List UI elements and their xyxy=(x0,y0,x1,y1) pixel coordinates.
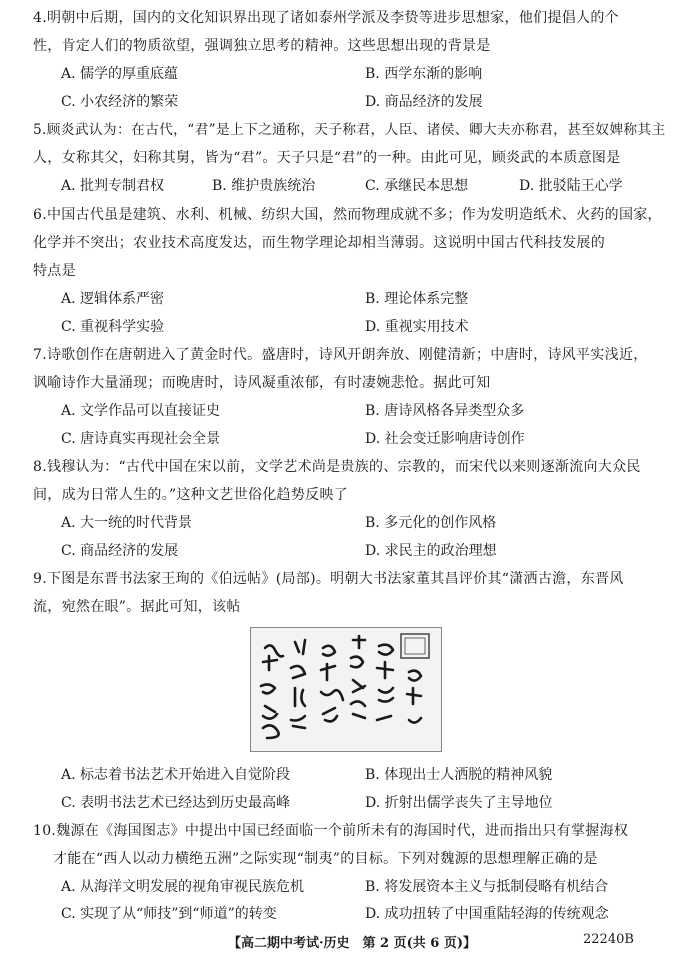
q8-stem-line-2: 间，成为日常人生的。”这种文艺世俗化趋势反映了 xyxy=(33,487,349,503)
q7-option-b: B. 唐诗风格各异类型众多 xyxy=(365,403,525,419)
q4-option-d: D. 商品经济的发展 xyxy=(365,94,483,110)
q6-stem-line-1: 6.中国古代虽是建筑、水利、机械、纺织大国，然而物理成就不多；作为发明造纸术、火药的国家， xyxy=(33,207,662,223)
q9-option-d: D. 折射出儒学丧失了主导地位 xyxy=(365,795,553,811)
page-footer-title: 【高二期中考试·历史 第 2 页(共 6 页)】 xyxy=(228,936,477,951)
q4-option-a: A. 儒学的厚重底蕴 xyxy=(61,66,179,82)
q10-stem-line-2: 才能在“西人以动力横绝五洲”之际实现“制夷”的目标。下列对魏源的思想理解正确的是 xyxy=(53,851,598,867)
q5-stem-line-1: 5.顾炎武认为：在古代，“君”是上下之通称，天子称君，人臣、诸侯、卿大夫亦称君，甚至奴婢称其主 xyxy=(33,122,666,138)
q8-option-b: B. 多元化的创作风格 xyxy=(365,515,497,531)
page-footer-code: 22240B xyxy=(583,932,634,947)
calligraphy-image xyxy=(251,628,441,751)
q5-option-d: D. 批驳陆王心学 xyxy=(519,178,623,194)
q8-option-d: D. 求民主的政治理想 xyxy=(365,543,497,559)
q4-option-c: C. 小农经济的繁荣 xyxy=(61,94,179,110)
q4-option-b: B. 西学东渐的影响 xyxy=(365,66,483,82)
q7-option-d: D. 社会变迁影响唐诗创作 xyxy=(365,431,525,447)
q8-stem-line-1: 8.钱穆认为：“古代中国在宋以前，文学艺术尚是贵族的、宗教的，而宋代以来则逐渐流向大众民 xyxy=(33,459,641,475)
q5-option-a: A. 批判专制君权 xyxy=(61,178,165,194)
q9-stem-line-2: 流，宛然在眼”。据此可知，该帖 xyxy=(33,599,241,615)
q6-option-b: B. 理论体系完整 xyxy=(365,291,469,307)
q4-stem-line-1: 4.明朝中后期，国内的文化知识界出现了诸如泰州学派及李贽等进步思想家，他们提倡人的个 xyxy=(33,10,619,26)
q10-option-b: B. 将发展资本主义与抵制侵略有机结合 xyxy=(365,879,609,895)
q9-option-b: B. 体现出士人洒脱的精神风貌 xyxy=(365,767,553,783)
q6-option-d: D. 重视实用技术 xyxy=(365,319,469,335)
q6-option-a: A. 逻辑体系严密 xyxy=(61,291,165,307)
calligraphy-figure xyxy=(250,627,442,752)
q7-stem-line-2: 讽喻诗作大量涌现；而晚唐时，诗风凝重浓郁，有时凄婉悲怆。据此可知 xyxy=(33,375,491,391)
q10-option-d: D. 成功扭转了中国重陆轻海的传统观念 xyxy=(365,906,609,922)
q9-option-a: A. 标志着书法艺术开始进入自觉阶段 xyxy=(61,767,291,783)
q6-stem-line-2: 化学并不突出；农业技术高度发达，而生物学理论却相当薄弱。这说明中国古代科技发展的 xyxy=(33,235,605,251)
q10-option-c: C. 实现了从“师技”到“师道”的转变 xyxy=(61,906,277,922)
q10-option-a: A. 从海洋文明发展的视角审视民族危机 xyxy=(61,879,305,895)
q5-option-b: B. 维护贵族统治 xyxy=(212,178,316,194)
q6-stem-line-3: 特点是 xyxy=(33,263,76,279)
q5-stem-line-2: 人，女称其父，妇称其舅，皆为“君”。天子只是“君”的一种。由此可见，顾炎武的本质意图是 xyxy=(33,150,621,166)
q9-stem-line-1: 9.下图是东晋书法家王珣的《伯远帖》(局部)。明朝大书法家董其昌评价其“潇洒古澹，东晋风 xyxy=(33,571,624,587)
q8-option-c: C. 商品经济的发展 xyxy=(61,543,179,559)
q4-stem-line-2: 性，肯定人们的物质欲望，强调独立思考的精神。这些思想出现的背景是 xyxy=(33,38,491,54)
q6-option-c: C. 重视科学实验 xyxy=(61,319,165,335)
q8-option-a: A. 大一统的时代背景 xyxy=(61,515,193,531)
q7-option-c: C. 唐诗真实再现社会全景 xyxy=(61,431,221,447)
q10-stem-line-1: 10.魏源在《海国图志》中提出中国已经面临一个前所未有的海国时代，进而指出只有掌握海权 xyxy=(33,823,629,839)
q7-stem-line-1: 7.诗歌创作在唐朝进入了黄金时代。盛唐时，诗风开朗奔放、刚健清新；中唐时，诗风平实浅近， xyxy=(33,347,648,363)
q5-option-c: C. 承继民本思想 xyxy=(365,178,469,194)
q9-option-c: C. 表明书法艺术已经达到历史最高峰 xyxy=(61,795,291,811)
q7-option-a: A. 文学作品可以直接证史 xyxy=(61,403,221,419)
